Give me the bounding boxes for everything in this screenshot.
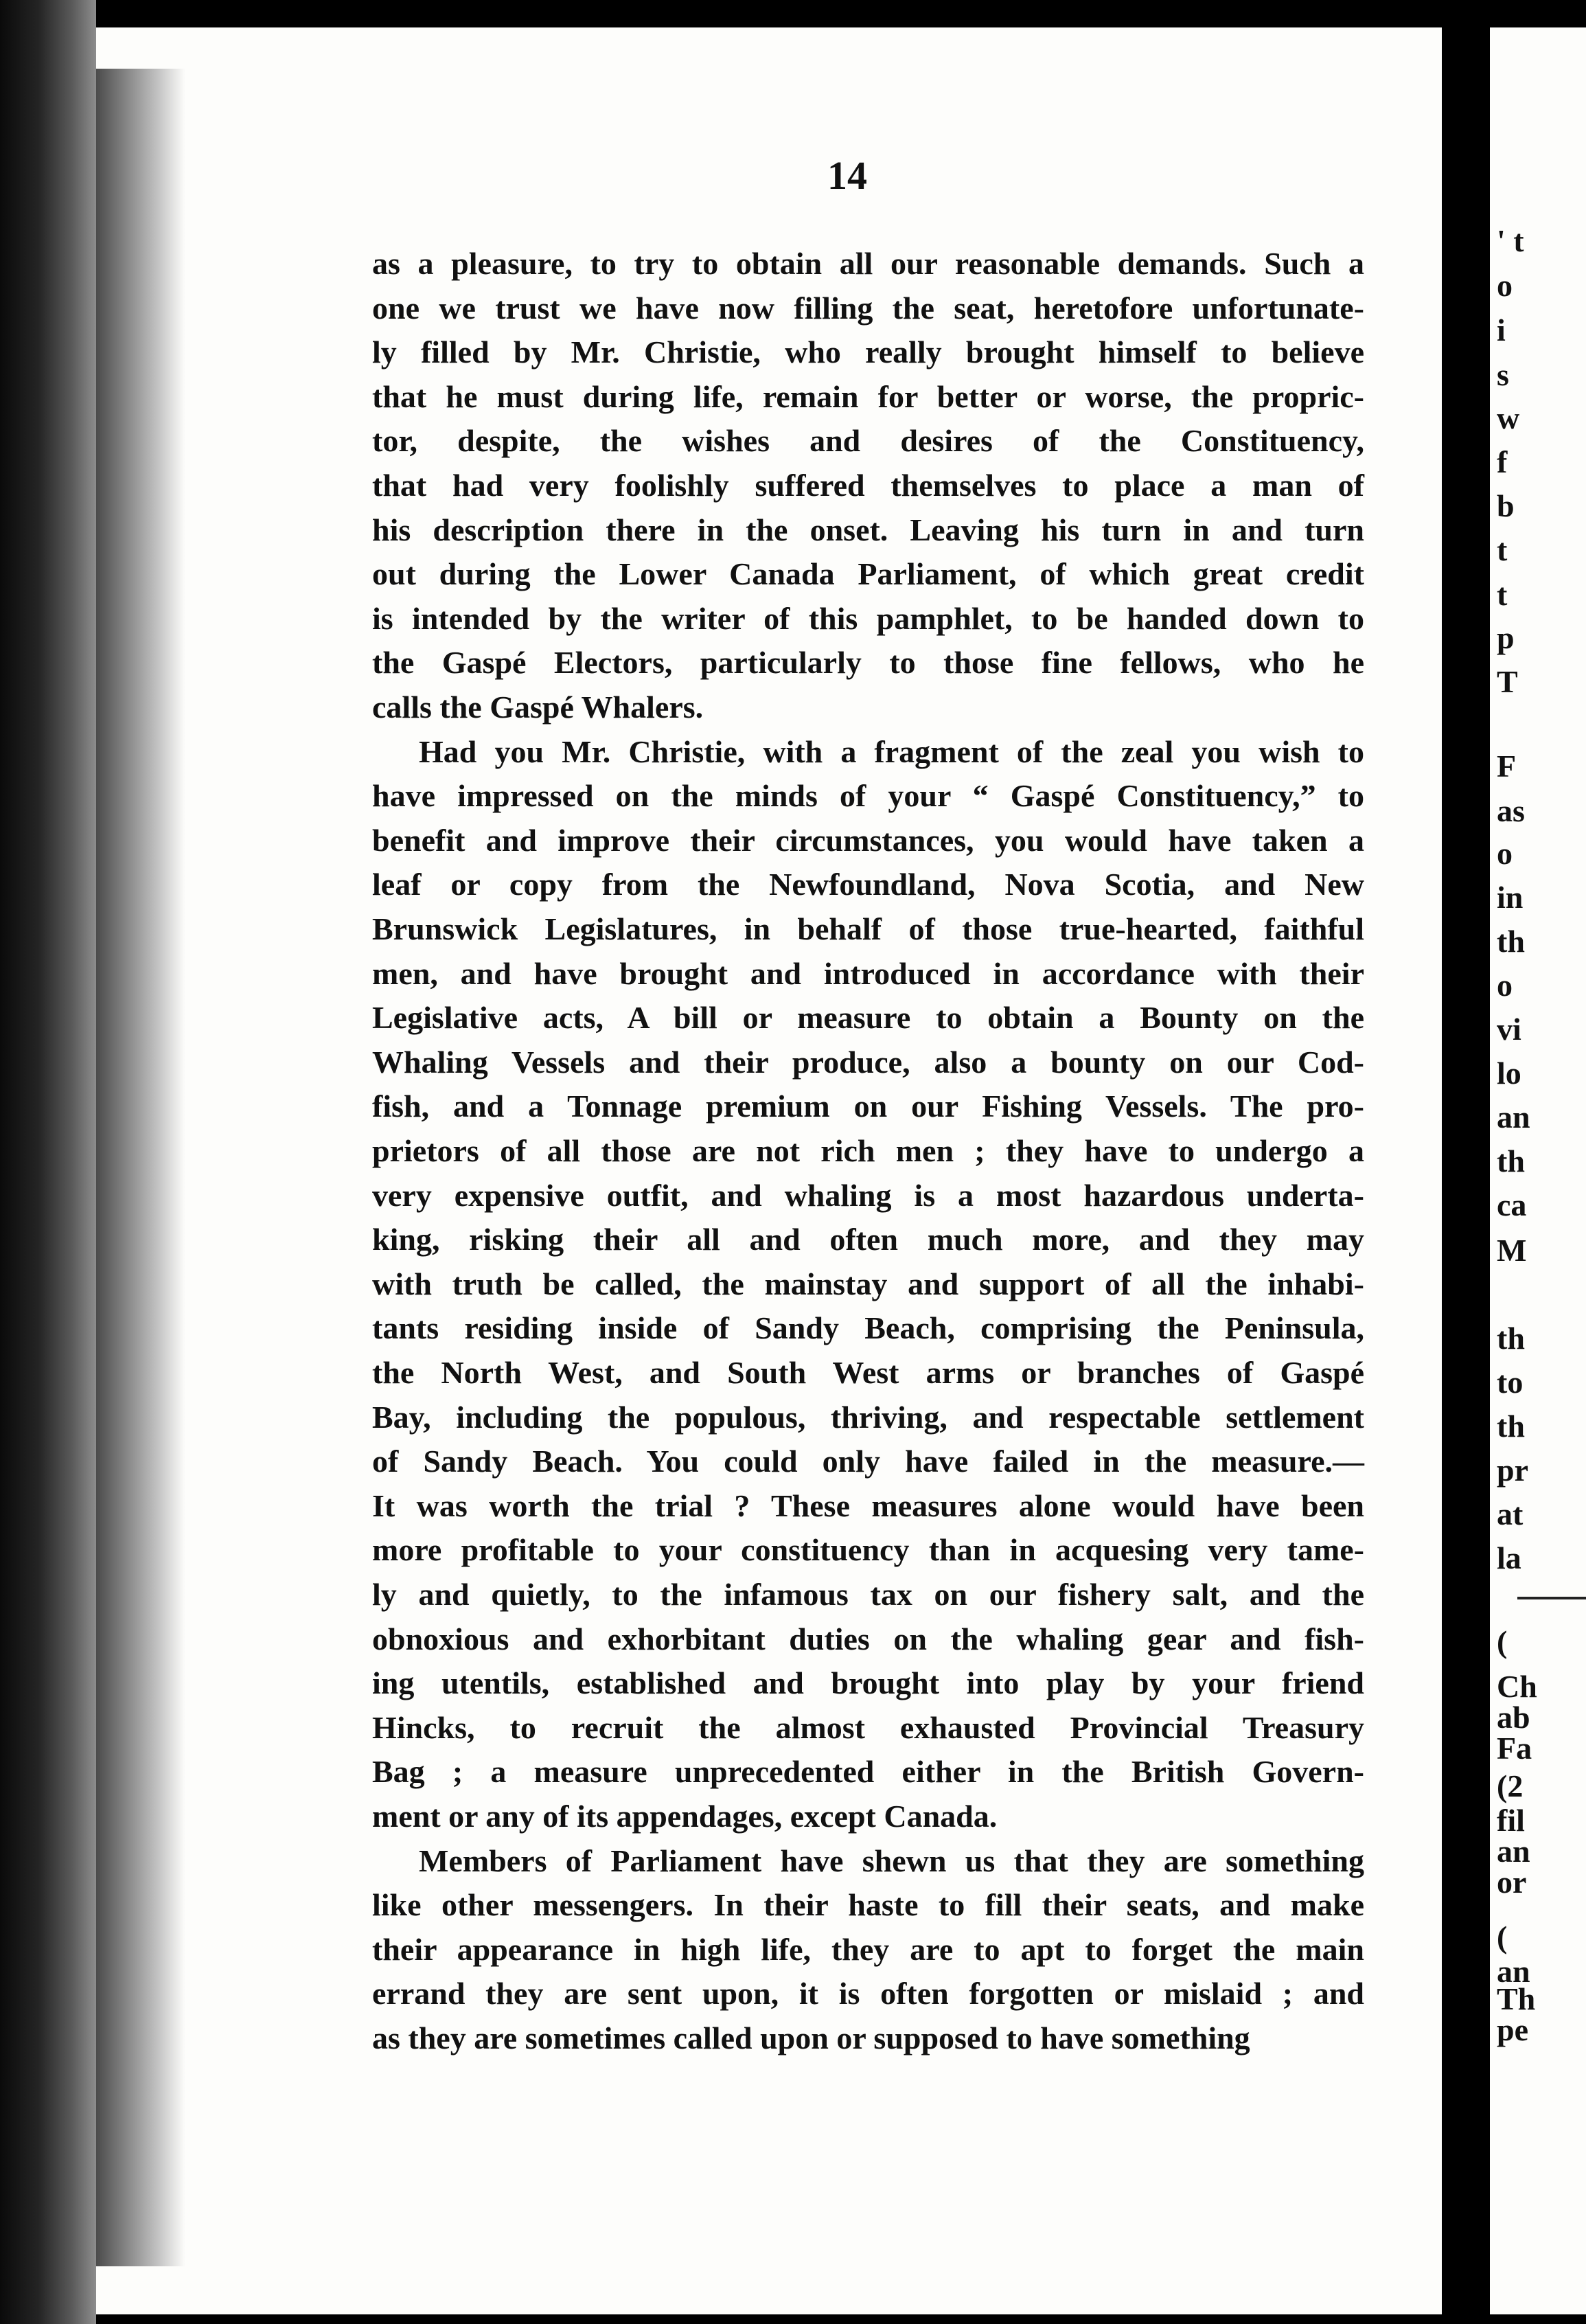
- text-line: Whaling Vessels and their produce, also a bounty on our Cod-: [372, 1044, 1364, 1080]
- right-page-text-fragment: (: [1497, 1919, 1508, 1955]
- right-page-text-fragment: Ch: [1497, 1669, 1537, 1704]
- text-line: ly and quietly, to the infamous tax on our fishery salt, and the: [372, 1577, 1364, 1612]
- right-page-text-fragment: th: [1497, 1143, 1525, 1178]
- page-divider: [1442, 0, 1490, 2324]
- right-page-text-fragment: T: [1497, 664, 1518, 699]
- right-page-text-fragment: Fa: [1497, 1731, 1532, 1766]
- text-line: calls the Gaspé Whalers.: [372, 690, 704, 725]
- page-gutter-shadow: [96, 69, 185, 2266]
- text-line: that had very foolishly suffered themselves to place a man of: [372, 468, 1364, 503]
- right-page-text-fragment: i: [1497, 312, 1506, 348]
- text-line: out during the Lower Canada Parliament, of which great credit: [372, 556, 1364, 592]
- right-page-text-fragment: o: [1497, 268, 1513, 303]
- right-page-text-fragment: f: [1497, 444, 1508, 479]
- right-page-text-fragment: F: [1497, 749, 1517, 784]
- text-line: is intended by the writer of this pamphlet, to be handed down to: [372, 600, 1364, 636]
- text-line: Had you Mr. Christie, with a fragment of the zeal you wish to: [419, 733, 1364, 769]
- page-number: 14: [827, 153, 867, 198]
- text-line: his description there in the onset. Leaving his turn in and turn: [372, 512, 1364, 547]
- right-page-text-fragment: o: [1497, 836, 1513, 871]
- text-line: It was worth the trial ? These measures alone would have been: [372, 1488, 1364, 1523]
- right-page-text-fragment: an: [1497, 1954, 1530, 1989]
- right-page-text-fragment: w: [1497, 400, 1520, 435]
- footnote-rule: [1517, 1597, 1586, 1599]
- right-page-text-fragment: (: [1497, 1624, 1508, 1659]
- text-line: fish, and a Tonnage premium on our Fishing Vessels. The pro-: [372, 1089, 1364, 1124]
- text-line: prietors of all those are not rich men ; they have to undergo a: [372, 1133, 1364, 1168]
- text-line: obnoxious and exhorbitant duties on the whaling gear and fish-: [372, 1621, 1364, 1656]
- text-line: of Sandy Beach. You could only have failed in the measure.—: [372, 1444, 1364, 1479]
- right-page-text-fragment: p: [1497, 620, 1515, 655]
- right-page-text-fragment: s: [1497, 357, 1509, 392]
- right-page-text-fragment: lo: [1497, 1056, 1521, 1091]
- right-page-text-fragment: ab: [1497, 1700, 1530, 1735]
- text-line: as they are sometimes called upon or supposed to have something: [372, 2020, 1250, 2055]
- text-line: have impressed on the minds of your “ Gaspé Constituency,” to: [372, 778, 1364, 814]
- right-page-text-fragment: th: [1497, 1321, 1525, 1356]
- text-line: one we trust we have now filling the seat, heretofore unfortunate-: [372, 290, 1364, 326]
- text-line: with truth be called, the mainstay and support of all the inhabi-: [372, 1266, 1364, 1301]
- right-page-text-fragment: pe: [1497, 2012, 1528, 2047]
- right-page-text-fragment: to: [1497, 1365, 1524, 1400]
- text-line: more profitable to your constituency than in acquesing very tame-: [372, 1532, 1364, 1568]
- text-line: errand they are sent upon, it is often forgotten or mislaid ; and: [372, 1976, 1364, 2012]
- text-line: ment or any of its appendages, except Canada.: [372, 1799, 998, 1834]
- right-page-text-fragment: th: [1497, 924, 1525, 959]
- text-line: benefit and improve their circumstances, you would have taken a: [372, 822, 1364, 858]
- text-line: that he must during life, remain for better or worse, the propric-: [372, 378, 1364, 414]
- right-page-text-fragment: Th: [1497, 1981, 1536, 2016]
- book-spine-shadow: [0, 0, 96, 2324]
- right-page-text-fragment: t: [1497, 532, 1508, 567]
- right-page-text-fragment: b: [1497, 488, 1515, 523]
- text-line: leaf or copy from the Newfoundland, Nova Scotia, and New: [372, 867, 1364, 902]
- text-line: tor, despite, the wishes and desires of the Constituency,: [372, 423, 1364, 459]
- text-line: the North West, and South West arms or branches of Gaspé: [372, 1355, 1364, 1390]
- right-page-text-fragment: (2: [1497, 1768, 1524, 1803]
- text-line: tants residing inside of Sandy Beach, comprising the Peninsula,: [372, 1310, 1364, 1346]
- text-line: Members of Parliament have shewn us that they are something: [419, 1843, 1364, 1878]
- right-page-text-fragment: M: [1497, 1233, 1527, 1268]
- right-page-text-fragment: ' t: [1497, 223, 1524, 258]
- right-page-text-fragment: or: [1497, 1865, 1527, 1900]
- text-line: Bay, including the populous, thriving, and respectable settlement: [372, 1399, 1364, 1435]
- text-line: Bag ; a measure unprecedented either in the British Govern-: [372, 1754, 1364, 1790]
- right-page-text-fragment: o: [1497, 968, 1513, 1003]
- right-page-text-fragment: fil: [1497, 1803, 1525, 1838]
- right-page-text-fragment: at: [1497, 1496, 1524, 1531]
- right-page-text-fragment: la: [1497, 1540, 1521, 1575]
- text-line: men, and have brought and introduced in accordance with their: [372, 955, 1364, 991]
- text-line: like other messengers. In their haste to fill their seats, and make: [372, 1887, 1364, 1923]
- right-page-text-fragment: an: [1497, 1834, 1530, 1869]
- right-page-text-fragment: in: [1497, 880, 1524, 915]
- text-line: as a pleasure, to try to obtain all our reasonable demands. Such a: [372, 246, 1364, 281]
- right-page-text-fragment: as: [1497, 793, 1525, 828]
- text-line: Legislative acts, A bill or measure to obtain a Bounty on the: [372, 1000, 1364, 1036]
- text-line: Brunswick Legislatures, in behalf of those true-hearted, faithful: [372, 911, 1364, 946]
- text-line: ly filled by Mr. Christie, who really brought himself to believe: [372, 334, 1364, 370]
- text-line: very expensive outfit, and whaling is a most hazardous underta-: [372, 1177, 1364, 1213]
- right-page-text-fragment: ca: [1497, 1187, 1527, 1222]
- right-page-text-fragment: vi: [1497, 1012, 1521, 1047]
- right-page-text-fragment: an: [1497, 1100, 1530, 1135]
- text-line: the Gaspé Electors, particularly to those fine fellows, who he: [372, 645, 1364, 681]
- text-line: their appearance in high life, they are to apt to forget the main: [372, 1931, 1364, 1967]
- text-line: ing utentils, established and brought into play by your friend: [372, 1665, 1364, 1701]
- right-page-text-fragment: pr: [1497, 1452, 1528, 1488]
- text-line: king, risking their all and often much more, and they may: [372, 1222, 1364, 1257]
- right-page-text-fragment: th: [1497, 1409, 1525, 1444]
- text-line: Hincks, to recruit the almost exhausted Provincial Treasury: [372, 1709, 1364, 1745]
- right-page-text-fragment: t: [1497, 577, 1508, 612]
